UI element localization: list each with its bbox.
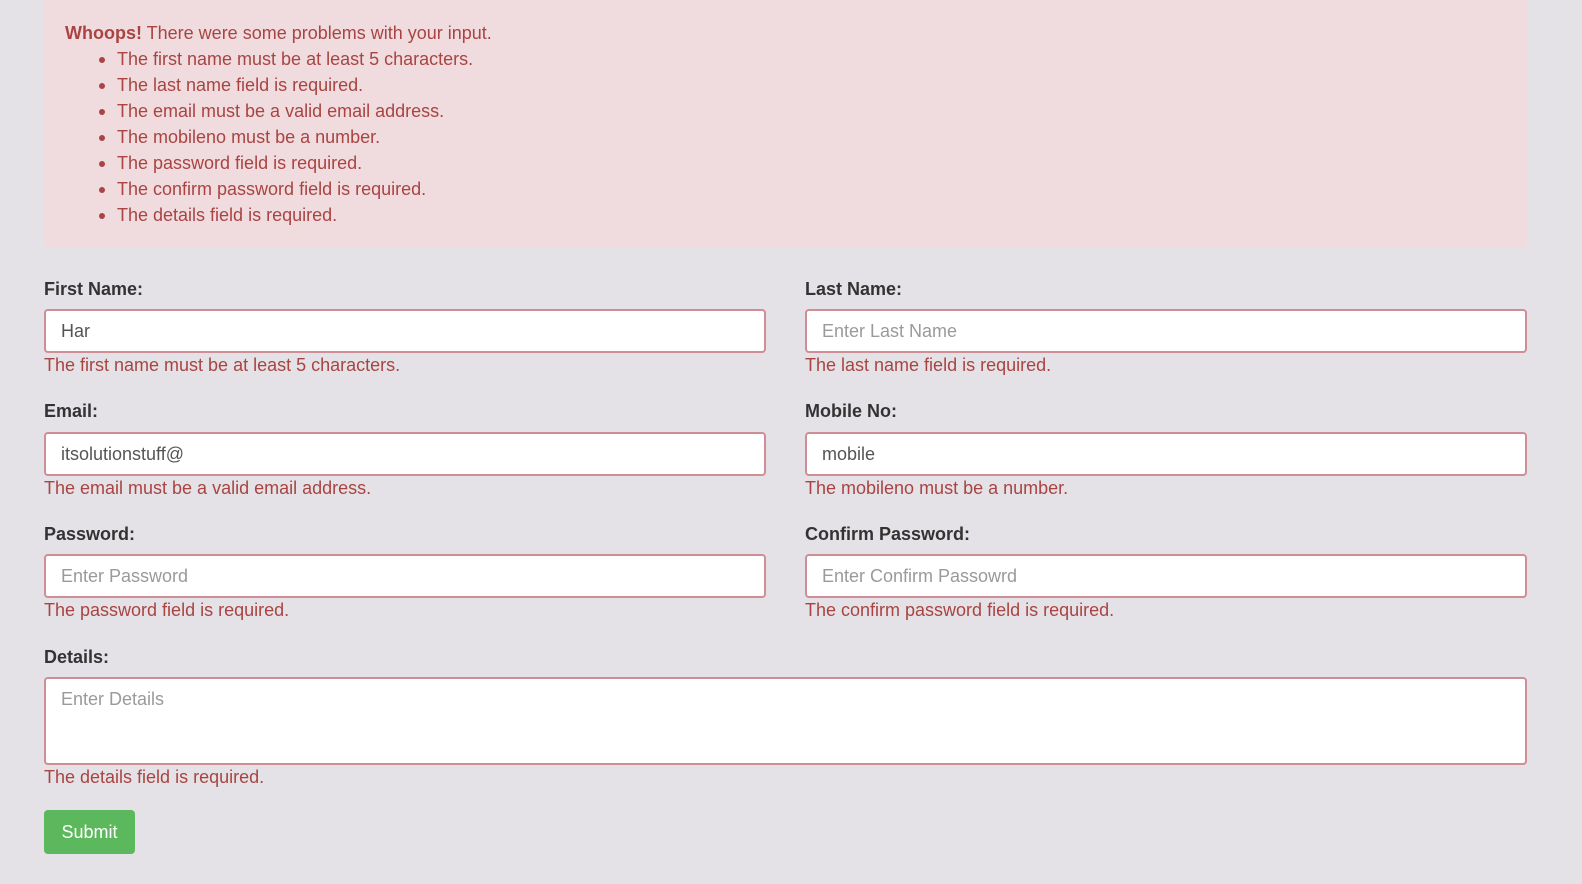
mobile-label: Mobile No:: [805, 401, 897, 421]
bullet-icon: [99, 83, 105, 89]
bullet-icon: [99, 213, 105, 219]
error-list-item: [99, 46, 1527, 72]
error-list-item: [99, 176, 1527, 202]
submit-button[interactable]: Submit: [44, 810, 135, 854]
error-list: [65, 46, 1527, 228]
bullet-icon: [99, 135, 105, 141]
error-list-item-text: The email must be a valid email address.: [117, 101, 445, 121]
last-name-error: The last name field is required.: [805, 355, 1052, 375]
error-list-item: [99, 150, 1527, 176]
bullet-icon: [99, 57, 105, 63]
error-list-item-text: The confirm password field is required.: [117, 179, 427, 199]
last-name-input[interactable]: [805, 309, 1527, 353]
bullet-icon: [99, 109, 105, 115]
first-name-label: First Name:: [44, 279, 144, 299]
details-label: Details:: [44, 647, 110, 667]
bullet-icon: [99, 187, 105, 193]
first-name-error: The first name must be at least 5 characters.: [44, 355, 401, 375]
email-label: Email:: [44, 401, 99, 421]
alert-heading: [65, 20, 1527, 46]
first-name-input[interactable]: [44, 309, 766, 353]
confirm-password-label: Confirm Password:: [805, 524, 971, 544]
password-error: The password field is required.: [44, 600, 290, 620]
error-alert: [44, 0, 1527, 248]
error-list-item: [99, 98, 1527, 124]
error-list-item-text: The first name must be at least 5 characters.: [117, 49, 474, 69]
confirm-password-error: The confirm password field is required.: [805, 600, 1115, 620]
alert-title: Whoops!: [65, 23, 142, 43]
last-name-label: Last Name:: [805, 279, 903, 299]
mobile-error: The mobileno must be a number.: [805, 478, 1069, 498]
error-list-item: [99, 72, 1527, 98]
alert-message: There were some problems with your input.: [141, 23, 492, 43]
bullet-icon: [99, 161, 105, 167]
password-input[interactable]: [44, 554, 766, 598]
details-error: The details field is required.: [44, 767, 265, 787]
error-list-item: [99, 124, 1527, 150]
confirm-password-input[interactable]: [805, 554, 1527, 598]
error-list-item: [99, 202, 1527, 228]
email-input[interactable]: [44, 432, 766, 476]
error-list-item-text: The details field is required.: [117, 205, 338, 225]
email-error: The email must be a valid email address.: [44, 478, 372, 498]
details-textarea[interactable]: [44, 677, 1527, 765]
password-label: Password:: [44, 524, 136, 544]
error-list-item-text: The last name field is required.: [117, 75, 364, 95]
mobile-input[interactable]: [805, 432, 1527, 476]
error-list-item-text: The mobileno must be a number.: [117, 127, 381, 147]
error-list-item-text: The password field is required.: [117, 153, 363, 173]
